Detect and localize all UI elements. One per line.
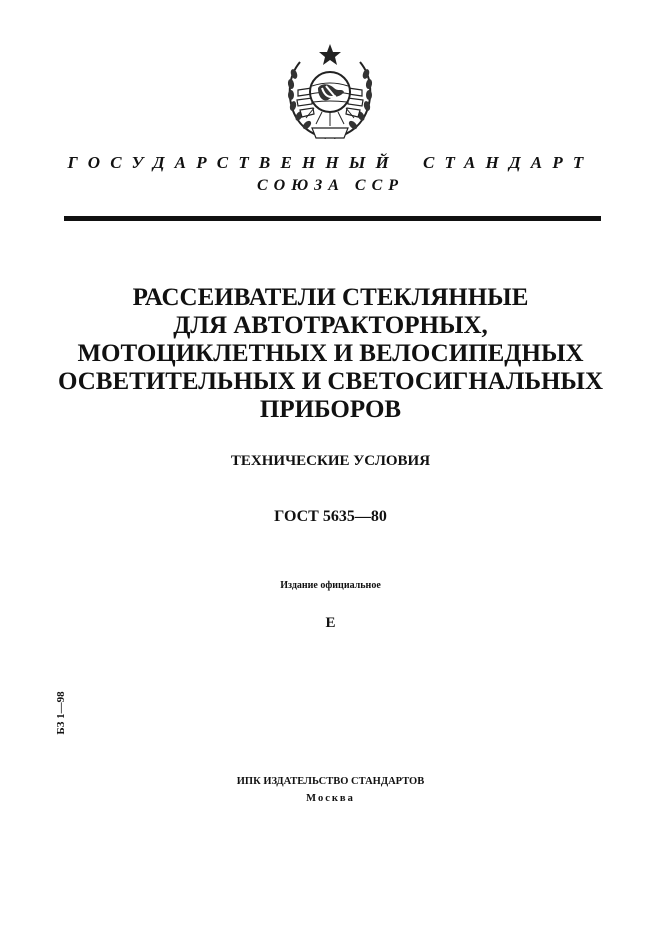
edition-note: Издание официальное xyxy=(280,580,381,591)
document-title: РАССЕИВАТЕЛИ СТЕКЛЯННЫЕ ДЛЯ АВТОТРАКТОРНЫХ, МОТОЦИКЛЕТНЫХ И ВЕЛОСИПЕДНЫХ ОСВЕТИТЕЛЬНЫХ И СВЕТОСИГНАЛЬНЫХ ПРИБОРОВ xyxy=(57,284,604,423)
side-code-text: БЗ 1—98 xyxy=(55,691,67,735)
document-subtitle: ТЕХНИЧЕСКИЕ УСЛОВИЯ xyxy=(230,453,431,469)
side-code xyxy=(54,688,68,738)
header-line-1 xyxy=(0,153,661,173)
ussr-emblem-icon xyxy=(282,42,378,146)
header-word-state: ГОСУДАРСТВЕННЫЙ xyxy=(67,153,399,172)
edition-letter: Е xyxy=(325,615,336,631)
publisher: ИПК ИЗДАТЕЛЬСТВО СТАНДАРТОВ xyxy=(236,776,425,787)
standard-number: ГОСТ 5635—80 xyxy=(274,508,387,525)
header-divider xyxy=(64,216,601,221)
header-line-2: СОЮЗА ССР xyxy=(256,177,405,194)
publisher-city: Москва xyxy=(306,793,355,804)
header-word-standard: СТАНДАРТ xyxy=(422,153,594,172)
